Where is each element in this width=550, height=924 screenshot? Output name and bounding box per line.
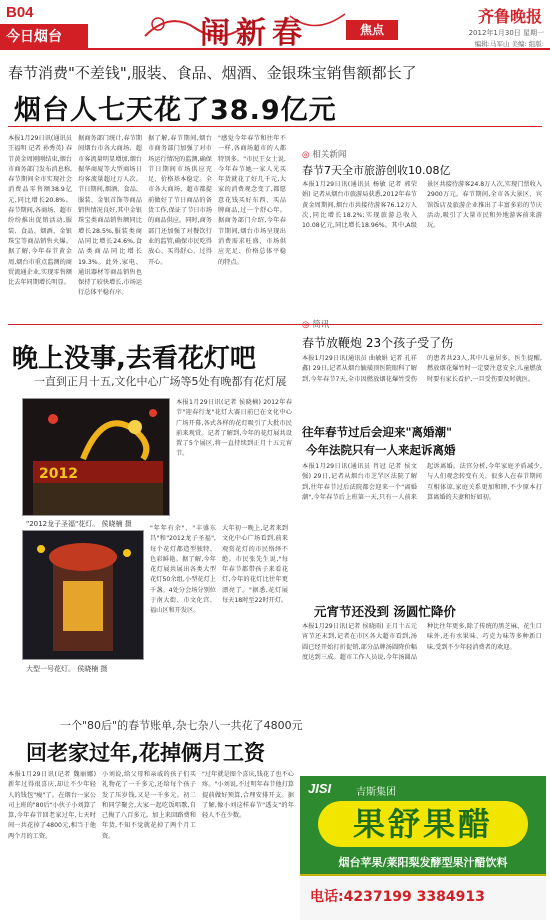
ad-slogan: 烟台苹果/莱阳梨发酵型果汁醋饮料 (338, 856, 508, 869)
triangle-icon: ◎ (302, 320, 310, 330)
side2-body: 本报1月29日讯(通讯员 曲敏娟 记者 孔祥鑫) 29日,记者从烟台毓璜顶医院眼科了解到,今年春节7天,全市因燃放烟花爆竹受伤的患者共23人,其中儿童居多。医生提醒,燃放烟花爆竹时一定要注意安全,儿童燃放时要有家长看护,一旦受伤要及时就医。 (302, 355, 542, 383)
story3-column-2: 小刘说,给父母和亲戚的孩子们买礼物花了一千多元,还给每个孩子发了压岁钱,又是一千多元。初二和同学聚会,大家一起吃饭唱歌,自己掏了八百多元。加上来回路费和年货,不知不觉就花掉了两个月工资。 (102, 771, 196, 840)
side3-title-line1: 往年春节过后会迎来"离婚潮" (302, 425, 452, 439)
side3-body: 本报1月29日讯(通讯员 肖冠 记者 侯文强) 29日,记者从烟台市芝罘区法院了解到,往年春节过后法院都会迎来一个"离婚潮",今年春节后上班第一天,只有一人前来起诉离婚。法官分析,今年家庭矛盾减少,与人们观念转变有关。很多人在春节期间互相体谅,家庭关系更加和睦,不少原本打算离婚的夫妻和好如初。 (302, 463, 542, 501)
story2-column-1: 本报1月29日讯(记者 侯晓楠) 2012年春节"迎春行龙"花灯大赛日前已在文化中心广场开幕,各式各样的花灯吸引了大批市民前来观赏。记者了解到,今年的花灯展共设置了5个展区,将一直持续到正月十五元宵节。 (176, 399, 292, 458)
story3-column-3: "过年就是图个喜庆,钱花了也不心疼。"小刘说,不过明年春节他打算提前做好预算,合理安排开支。据了解,像小刘这样春节"透支"的年轻人不在少数。 (202, 771, 294, 820)
story1-rule (8, 126, 542, 127)
lantern-structure-image (23, 531, 144, 660)
focus-badge: 焦点 (346, 20, 398, 40)
side4-body: 本报1月29日讯(记者 侯晓雨) 正月十五元宵节还未到,记者在市区各大超市看到,汤圆已经开始打折促销,部分品牌汤圆降价幅度达到三成。超市工作人员说,今年汤圆品种比往年更多,除了传统的黑芝麻、花生口味外,还有水果味、巧克力味等多种新口味,受到不少年轻消费者的欢迎。 (302, 623, 542, 661)
section-number: B04 (6, 4, 34, 21)
advertisement (300, 776, 546, 920)
ad-brand: 果舒果醋 (318, 801, 528, 847)
story1-headline: 烟台人七天花了38.9亿元 (14, 95, 337, 126)
paper-logo: 齐鲁晚报 (477, 7, 542, 26)
dragon-lantern-image (23, 399, 170, 516)
editor-credits: 编辑:马军山 美编: 组版: (474, 40, 544, 48)
ad-logo: JISI (308, 781, 332, 796)
side1-kicker (302, 148, 346, 160)
side1-body: 本报1月29日讯(通讯员 杨敏 记者 郭荣娟) 记者从烟台市旅游局获悉,2012年春节黄金周期间,烟台市共接待游客76.12万人次,同比增长18.2%;实现旅游总收入10.08亿元,同比增长18.96%。其中,A级景区共接待游客24.8万人次,实现门票收入2900万元。春节期间,全市各大景区、宾馆饭店及旅游企业推出了丰富多彩的节庆活动,吸引了大量市民和外地游客前来游玩。 (302, 181, 542, 230)
section-rule (8, 324, 542, 325)
ad-company: 吉斯集团 (356, 787, 396, 798)
story1-kicker: 春节消费"不差钱",服装、食品、烟酒、金银珠宝销售额都长了 (8, 64, 417, 82)
section-tag: 今日烟台 (0, 24, 88, 48)
story3-headline: 回老家过年,花掉俩月工资 (26, 741, 265, 765)
svg-text:2012: 2012 (39, 466, 78, 482)
story3-kicker: 一个"80后"的春节账单,杂七杂八一共花了4800元 (60, 719, 303, 732)
photo-caption-2: 大型一号花灯。 侯晓楠 摄 (26, 665, 108, 673)
story2-column-2: "年年有余"、"丰盛东昌"和"2012龙子圣福",每个花灯都造型独特、色彩鲜艳。据了解,今年花灯展共展出各类大型花灯50余组,小型花灯上千盏。4处分会场分别位于南大街、市文化宫、福山区和开发区。 (150, 525, 216, 615)
story1-column-3: 据了解,春节期间,烟台市商务部门加强了对市场运行情况的监测,确保节日期间市场供应充足、价格基本稳定。全市各大商场、超市都提前做好了节日商品的备货工作,保证了节日市场的商品供应。同时,商务部门还加强了对餐饮行业的监管,确保市民吃得放心、买得舒心、过得开心。 (148, 135, 212, 266)
story1-column-4: "感觉今年春节和往年不一样,各商场超市的人都特别多。"市民王女士说,今年春节她一家人光买年货就花了好几千元,大家的消费观念变了,都愿意花钱买好东西、买品牌商品,过一个舒心年。据商务部门介绍,今年春节期间,烟台市场呈现出消费需求旺盛、市场供应充足、价格总体平稳的特点。 (218, 135, 286, 266)
story3-column-1: 本报1月29日讯(记者 魏丽娜) 新年过得很喜庆,却让不少年轻人的钱包"瘦"了。在烟台一家公司上班的"80后"小伙子小刘算了算,今年春节回老家过年,七天时间一共花掉了4800元,相当于他两个月的工资。 (8, 771, 96, 840)
side2-title: 春节放鞭炮 23个孩子受了伤 (302, 336, 454, 350)
side2-kicker-text: 简讯 (312, 320, 330, 330)
story2-deck: 一直到正月十五,文化中心广场等5处有晚都有花灯展 (34, 375, 287, 388)
lantern-photo-1 (22, 398, 170, 516)
photo-caption-1: "2012龙子圣福"花灯。 侯晓楠 摄 (26, 520, 132, 528)
page-header (0, 0, 550, 50)
side2-kicker (302, 318, 329, 330)
story2-headline: 晚上没事,去看花灯吧 (12, 344, 256, 374)
ad-phone-band (300, 874, 546, 920)
story1-column-2: 据商务部门统计,春节期间烟台市各大商场、超市客流量明显增加,烟台振华商厦等大型商场日均客流量超过万人次。节日期间,烟酒、食品、服装、金银首饰等商品销售情况良好,其中金银珠宝类商品销售额同比增长28.5%,服装类商品同比增长24.6%,食品类商品同比增长19.3%。此外,家电、通讯器材等商品销售也保持了较快增长,市场运行总体平稳有序。 (78, 135, 142, 297)
story2-column-3: 大年初一晚上,记者来到文化中心广场看到,前来观赏花灯的市民络绎不绝。市民张先生说,"每年春节都带孩子来看花灯,今年的花灯比往年更漂亮了。"据悉,花灯展每天18时至22时开灯。 (222, 525, 288, 605)
triangle-icon: ◎ (302, 150, 310, 160)
issue-date: 2012年1月30日 星期一 (468, 29, 544, 37)
side1-title: 春节7天全市旅游创收10.08亿 (302, 164, 451, 177)
story1-column-1: 本报1月29日讯(通讯员 王福明 记者 孙秀英) 春节黄金周刚刚结束,烟台市商务部门发布消息称,春节期间全市实现社会消费品零售额38.9亿元,同比增长20.8%。春节期间,各商场、超市纷纷推出促销活动,服装、食品、烟酒、金银珠宝等商品销售火爆。据了解,今年春节黄金周,烟台市重点监测的商贸流通企业,实现零售额比去年同期增长明显。 (8, 135, 72, 287)
side4-title: 元宵节还没到 汤圆忙降价 (314, 604, 456, 619)
side3-title-line2: 今年法院只有一人来起诉离婚 (306, 443, 456, 457)
ad-phone: 电话:4237199 3384913 (310, 889, 485, 905)
festival-title: 闹新春 (200, 16, 308, 51)
lantern-photo-2 (22, 530, 144, 660)
side1-kicker-text: 相关新闻 (312, 150, 347, 160)
